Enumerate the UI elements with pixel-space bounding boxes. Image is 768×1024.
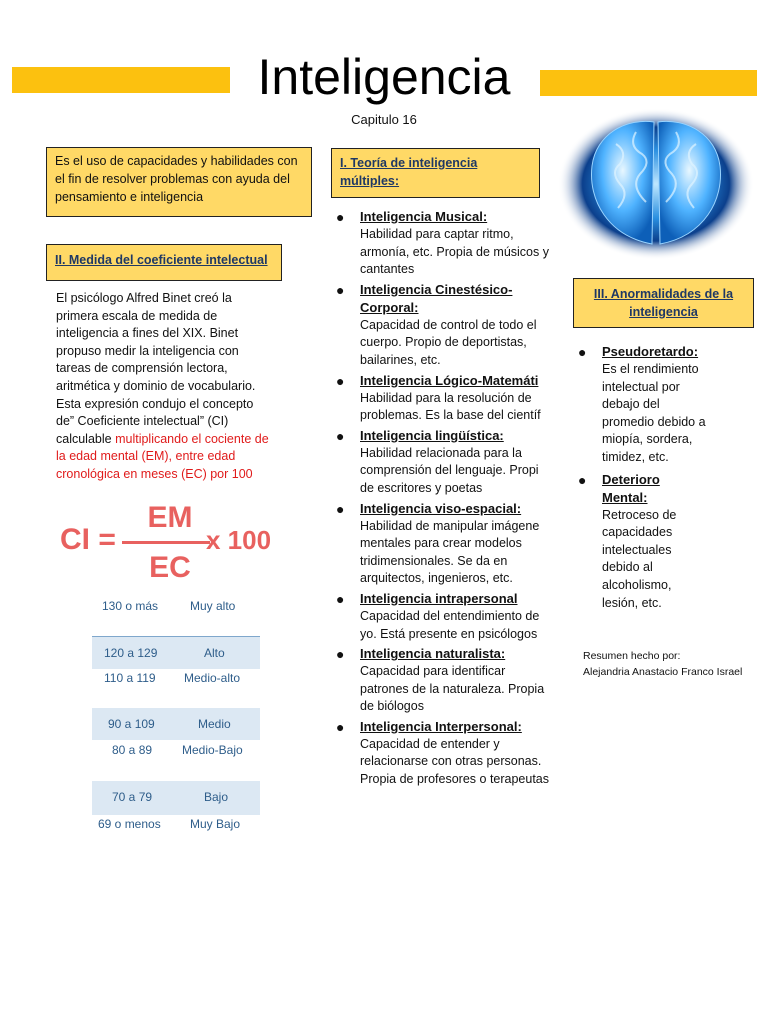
section2-red-text: multiplicando el cociente de la edad mental (EM), entre edad cronológica en meses (EC) por 100: [56, 431, 269, 481]
bullet-icon: ●: [336, 590, 345, 607]
bullet-icon: ●: [336, 209, 345, 225]
list-item: [330, 281, 560, 370]
brain-image: [556, 104, 756, 262]
formula-fraction-line: [122, 541, 210, 544]
table-range: 69 o menos: [98, 817, 161, 831]
table-label: Alto: [204, 646, 225, 660]
section3-heading-box: [573, 278, 754, 328]
item-name: Deterioro Mental:: [602, 471, 660, 505]
table-range: 80 a 89: [112, 743, 153, 757]
item-desc: Capacidad del entendimiento de yo. Está presente en psicólogos: [360, 608, 540, 641]
bullet-icon: ●: [336, 500, 345, 517]
list-item: [330, 645, 560, 716]
table-label: Muy Bajo: [190, 817, 241, 831]
item-name: Inteligencia Cinestésico-Corporal:: [360, 281, 513, 315]
credit: [583, 648, 743, 680]
item-name: Inteligencia Musical:: [360, 209, 488, 224]
list-item: [330, 208, 560, 279]
table-label: Medio-alto: [184, 671, 241, 685]
item-name: Inteligencia naturalista:: [360, 646, 506, 662]
section2-paragraph: [56, 290, 271, 484]
item-name: Inteligencia Lógico-Matemáti: [360, 372, 539, 388]
item-name: Inteligencia Interpersonal:: [360, 718, 522, 734]
item-desc: Capacidad de control de todo el cuerpo. Propio de deportistas, bailarines, etc.: [360, 317, 537, 367]
list-item: [572, 343, 722, 467]
table-label: Muy alto: [190, 599, 236, 613]
item-name: Inteligencia viso-espacial:: [360, 500, 522, 516]
section2-heading: II. Medida del coeficiente intelectual: [55, 253, 268, 267]
section2-intro: El psicólogo Alfred Binet creó la primera escala de medida de inteligencia a fines del XIX. Binet propuso medir la inteligencia con tareas de comprensión lectora, aritmética y dominio de vocabulario. Esta expresión condujo el concepto de” Coeficiente intelectual” (CI) calculable: [56, 291, 256, 446]
header-bar-left: [12, 67, 230, 93]
bullet-icon: ●: [578, 344, 587, 360]
brain-icon: [556, 104, 756, 262]
item-desc: Es el rendimiento intelectual por debajo del promedio debido a miopía, sordera, timidez, etc.: [602, 362, 706, 464]
bullet-icon: ●: [336, 718, 345, 735]
formula-lhs: CI =: [60, 523, 116, 556]
ci-formula: [60, 500, 290, 590]
item-name: Pseudoretardo:: [602, 344, 699, 359]
section1-heading-box: [331, 148, 540, 198]
formula-numerator: EM: [147, 501, 193, 534]
table-row: [92, 590, 260, 622]
table-label: Bajo: [204, 790, 229, 804]
item-desc: Retroceso de capacidades intelectuales debido al alcoholismo, lesión, etc.: [602, 507, 677, 610]
list-item: [330, 500, 560, 588]
section1-heading: I. Teoría de inteligencia múltiples:: [340, 156, 478, 188]
item-name: Inteligencia intrapersonal: [360, 590, 518, 606]
section3-list-container: [572, 343, 722, 614]
item-desc: Capacidad para identificar patrones de la naturaleza. Propia de biólogos: [360, 664, 545, 714]
list-item: [330, 590, 560, 643]
item-desc: Habilidad para captar ritmo, armonía, etc. Propia de músicos y cantantes: [360, 227, 549, 277]
item-desc: Habilidad relacionada para la comprensión del lenguaje. Propi de escritores y poetas: [360, 445, 539, 495]
table-range: 90 a 109: [108, 717, 155, 731]
section2-heading-box: [46, 244, 282, 281]
item-desc: Habilidad para la resolución de problemas. Es la base del científ: [360, 390, 541, 423]
table-row: [92, 808, 260, 840]
header-bar-right: [540, 70, 757, 96]
list-item: [330, 427, 560, 498]
bullet-icon: ●: [578, 471, 587, 488]
table-row: [92, 662, 260, 694]
formula-denominator: EC: [149, 551, 191, 584]
list-item: [330, 718, 560, 789]
table-label: Medio: [198, 717, 231, 731]
credit-label: Resumen hecho por:: [583, 650, 681, 662]
section1-list-container: [330, 208, 560, 791]
table-range: 130 o más: [102, 599, 159, 613]
item-desc: Capacidad de entender y relacionarse con otras personas. Propia de profesores o terapeutas: [360, 736, 550, 787]
section3-heading: III. Anormalidades de la inteligencia: [593, 287, 734, 319]
bullet-icon: ●: [336, 281, 345, 298]
definition-text: Es el uso de capacidades y habilidades con el fin de resolver problemas con ayuda del pensamiento e inteligencia: [55, 154, 298, 204]
table-range: 110 a 119: [104, 671, 156, 685]
table-row: [92, 734, 260, 766]
definition-box: [46, 147, 312, 217]
table-label: Medio-Bajo: [182, 743, 243, 757]
table-range: 70 a 79: [112, 790, 153, 804]
formula-multiplier: x 100: [206, 525, 272, 555]
table-range: 120 a 129: [104, 646, 158, 660]
credit-author: Alejandria Anastacio Franco Israel: [583, 666, 743, 678]
item-name: Inteligencia lingüística:: [360, 427, 504, 443]
bullet-icon: ●: [336, 427, 345, 444]
page-subtitle: Capitulo 16: [351, 112, 417, 127]
abnormalities-list: [572, 343, 722, 612]
page-title: Inteligencia: [257, 49, 511, 105]
multiple-intelligences-list: [330, 208, 560, 789]
bullet-icon: ●: [336, 372, 345, 389]
item-desc: Habilidad de manipular imágene mentales para crear modelos tridimensionales. Se da en arquitectos, ingenieros, etc.: [360, 518, 540, 586]
bullet-icon: ●: [336, 646, 345, 663]
list-item: [330, 372, 560, 425]
list-item: [572, 471, 722, 613]
